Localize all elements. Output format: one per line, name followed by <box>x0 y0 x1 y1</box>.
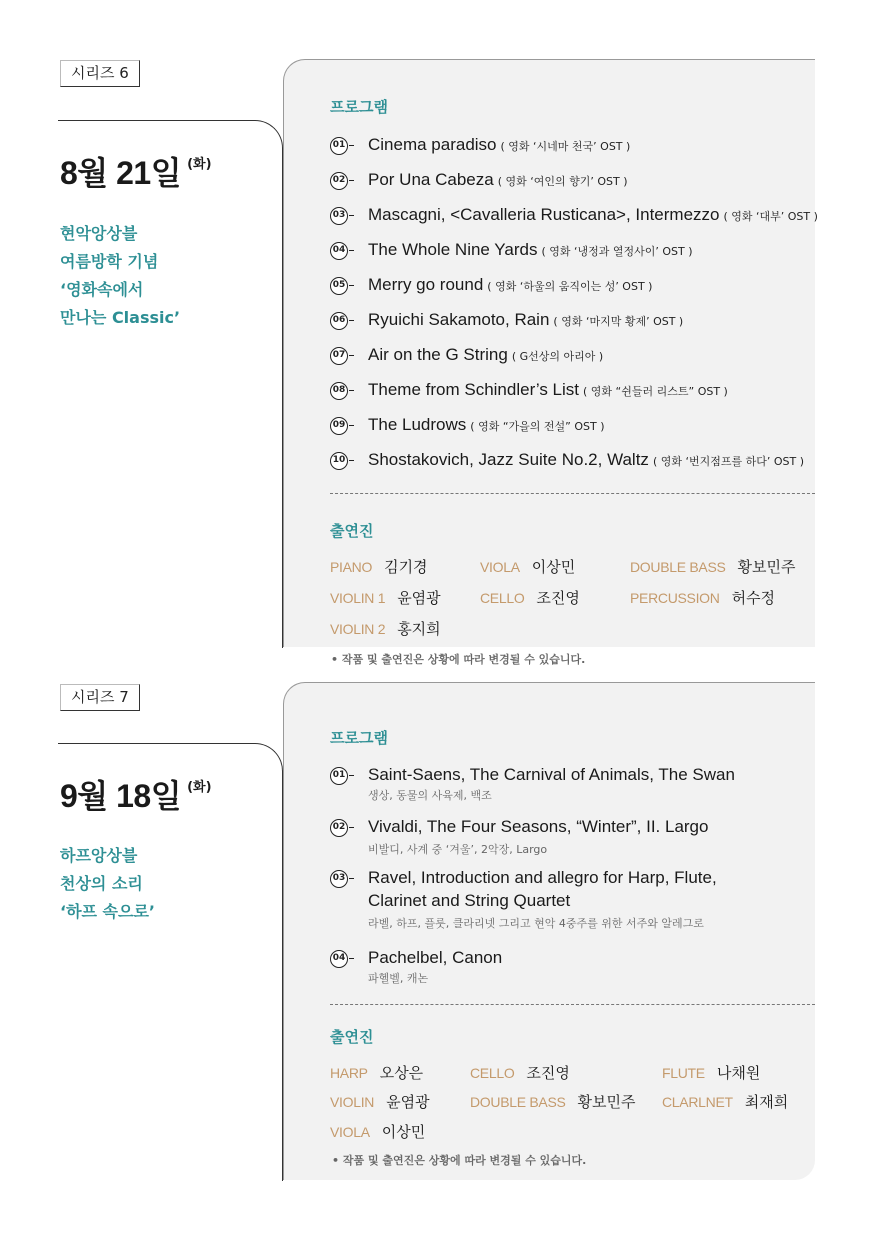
item-number: 07 <box>330 347 348 365</box>
performer-name: 허수정 <box>731 589 776 607</box>
program-heading: 프로그램 <box>330 98 388 116</box>
performer-name: 조진영 <box>526 1064 570 1082</box>
item-number: 01 <box>330 767 348 785</box>
item-title: Mascagni, <Cavalleria Rusticana>, Intermezzo <box>368 205 720 224</box>
subtitle-line: 현악앙상블 <box>60 224 138 243</box>
item-title: Theme from Schindler’s List <box>368 380 580 399</box>
performer <box>630 587 775 608</box>
instrument: VIOLA <box>330 1124 370 1140</box>
dash <box>349 827 354 828</box>
item-title: The Ludrows <box>368 415 467 434</box>
program-panel <box>283 59 818 647</box>
item-note: ( 영화 ‘번지점프를 하다’ OST ) <box>652 455 804 468</box>
notice-text: • 작품 및 출연진은 상황에 따라 변경될 수 있습니다. <box>332 1154 587 1167</box>
item-title-line2: Clarinet and String Quartet <box>368 891 571 910</box>
instrument: VIOLIN <box>330 1094 375 1110</box>
item-number: 01 <box>330 137 348 155</box>
item-title: Shostakovich, Jazz Suite No.2, Waltz <box>368 450 649 469</box>
concert-date <box>60 148 212 194</box>
concert-subtitle <box>60 842 155 926</box>
item-number: 10 <box>330 452 348 470</box>
performer <box>480 587 580 608</box>
performer <box>470 1091 635 1112</box>
performer-name: 조진영 <box>536 589 580 607</box>
item-number: 08 <box>330 382 348 400</box>
dash <box>349 878 354 879</box>
item-note: ( 영화 “쉰들러 리스트” OST ) <box>583 385 728 398</box>
dash <box>349 958 354 959</box>
item-number: 04 <box>330 950 348 968</box>
item-title: Por Una Cabeza <box>368 170 494 189</box>
performer <box>330 1091 430 1112</box>
item-number: 02 <box>330 172 348 190</box>
dash <box>349 145 354 146</box>
performer <box>330 618 441 639</box>
dash <box>349 320 354 321</box>
instrument: FLUTE <box>662 1065 705 1081</box>
performer-name: 윤염광 <box>397 589 441 607</box>
item-note: ( 영화 ‘냉정과 열정사이’ OST ) <box>541 245 693 258</box>
notice-text: • 작품 및 출연진은 상황에 따라 변경될 수 있습니다. <box>331 653 586 666</box>
item-korean: 파헬벨, 캐논 <box>368 972 429 985</box>
instrument: PERCUSSION <box>630 590 720 606</box>
performer <box>330 1062 423 1083</box>
item-title: Vivaldi, The Four Seasons, “Winter”, II. Largo <box>368 817 709 836</box>
instrument: HARP <box>330 1065 368 1081</box>
subtitle-line: 천상의 소리 <box>60 874 143 893</box>
dash <box>349 425 354 426</box>
performer <box>630 556 795 577</box>
performer-name: 최재희 <box>744 1093 789 1111</box>
performer-name: 이상민 <box>531 558 576 576</box>
program-heading: 프로그램 <box>330 729 388 747</box>
item-number: 02 <box>330 819 348 837</box>
instrument: CLARLNET <box>662 1094 733 1110</box>
performer <box>330 556 428 577</box>
item-note: ( 영화 ‘시네마 천국’ OST ) <box>500 140 631 153</box>
divider <box>58 743 254 744</box>
instrument: DOUBLE BASS <box>630 559 726 575</box>
item-number: 09 <box>330 417 348 435</box>
dash <box>349 250 354 251</box>
divider-curve <box>253 120 283 150</box>
instrument: DOUBLE BASS <box>470 1094 566 1110</box>
performer <box>330 587 441 608</box>
item-korean: 라벨, 하프, 플룻, 클라리넷 그리고 현악 4중주를 위한 서주와 알레그로 <box>368 917 704 930</box>
instrument: VIOLIN 2 <box>330 621 386 637</box>
performer-name: 황보민주 <box>577 1093 636 1111</box>
dashed-separator <box>330 493 815 494</box>
dash <box>349 355 354 356</box>
concert-subtitle <box>60 220 180 332</box>
performer-name: 이상민 <box>381 1123 426 1141</box>
dash <box>349 285 354 286</box>
item-title: Saint-Saens, The Carnival of Animals, The Swan <box>368 765 735 784</box>
item-number: 03 <box>330 870 348 888</box>
performer <box>330 1121 425 1142</box>
date-text: 8월 21일 <box>60 155 182 191</box>
item-number: 05 <box>330 277 348 295</box>
instrument: VIOLA <box>480 559 520 575</box>
item-korean: 생상, 동물의 사육제, 백조 <box>368 789 492 802</box>
item-title: Ravel, Introduction and allegro for Harp, Flute, <box>368 868 717 887</box>
item-title: Pachelbel, Canon <box>368 948 503 967</box>
dash <box>349 460 354 461</box>
item-note: ( G선상의 아리아 ) <box>511 350 604 363</box>
divider <box>58 120 254 121</box>
series-tag: 시리즈 7 <box>60 684 140 711</box>
instrument: PIANO <box>330 559 373 575</box>
weekday: (화) <box>187 780 212 795</box>
performer-name: 오상은 <box>379 1064 424 1082</box>
performer <box>662 1062 760 1083</box>
item-note: ( 영화 ‘마지막 황제’ OST ) <box>553 315 684 328</box>
dash <box>349 390 354 391</box>
performer <box>662 1091 788 1112</box>
concert-date <box>60 771 212 817</box>
performers-heading: 출연진 <box>330 522 374 540</box>
item-number: 03 <box>330 207 348 225</box>
item-title: Merry go round <box>368 275 484 294</box>
weekday: (화) <box>187 157 212 172</box>
performer-name: 황보민주 <box>737 558 796 576</box>
item-title: Cinema paradiso <box>368 135 497 154</box>
item-korean: 비발디, 사계 중 ‘겨울’, 2악장, Largo <box>368 843 548 856</box>
item-number: 06 <box>330 312 348 330</box>
performer <box>470 1062 570 1083</box>
item-title: The Whole Nine Yards <box>368 240 538 259</box>
dash <box>349 180 354 181</box>
instrument: VIOLIN 1 <box>330 590 386 606</box>
instrument: CELLO <box>470 1065 515 1081</box>
subtitle-line: ‘하프 속으로’ <box>60 902 156 921</box>
performer-name: 나채원 <box>716 1064 761 1082</box>
item-note: ( 영화 ‘여인의 향기’ OST ) <box>497 175 628 188</box>
instrument: CELLO <box>480 590 525 606</box>
subtitle-line: 만나는 Classic’ <box>60 308 181 327</box>
dashed-separator <box>330 1004 815 1005</box>
item-note: ( 영화 ‘대부’ OST ) <box>723 210 818 223</box>
performer-name: 홍지희 <box>397 620 441 638</box>
series-tag: 시리즈 6 <box>60 60 140 87</box>
subtitle-line: 하프앙상블 <box>60 846 138 865</box>
date-text: 9월 18일 <box>60 778 182 814</box>
item-note: ( 영화 ‘하울의 움직이는 성’ OST ) <box>487 280 653 293</box>
subtitle-line: ‘영화속에서 <box>60 280 144 299</box>
item-note: ( 영화 “가을의 전설” OST ) <box>470 420 605 433</box>
dash <box>349 775 354 776</box>
divider-curve <box>253 743 283 773</box>
performer <box>480 556 575 577</box>
performers-heading: 출연진 <box>330 1028 374 1046</box>
item-title: Ryuichi Sakamoto, Rain <box>368 310 550 329</box>
program-panel <box>283 682 815 1180</box>
item-number: 04 <box>330 242 348 260</box>
performer-name: 윤염광 <box>386 1093 430 1111</box>
item-title: Air on the G String <box>368 345 508 364</box>
dash <box>349 215 354 216</box>
performer-name: 김기경 <box>384 558 428 576</box>
subtitle-line: 여름방학 기념 <box>60 252 159 271</box>
